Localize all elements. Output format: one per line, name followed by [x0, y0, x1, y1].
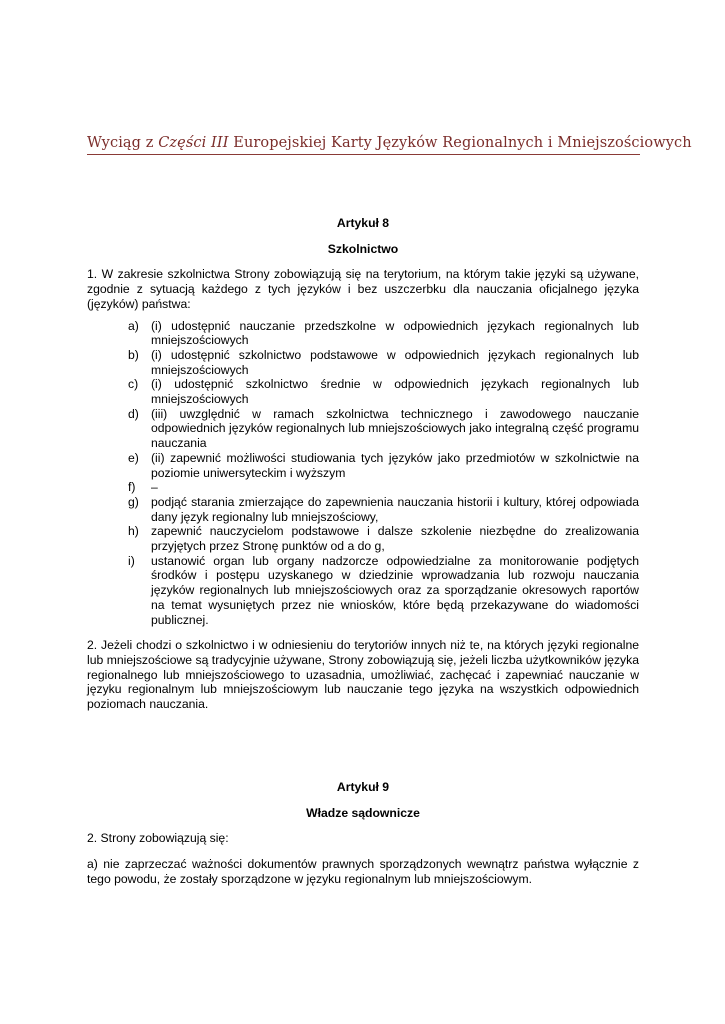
header-suffix: Europejskiej Karty Języków Regionalnych i Mniejszościowych	[228, 135, 692, 151]
article-9-paragraph-2: a) nie zaprzeczać ważności dokumentów prawnych sporządzonych wewnątrz państwa wyłącznie z tego powodu, że zostały sporządzone w języku regionalnym lub mniejszościowym.	[87, 856, 639, 886]
list-item-text: (ii) zapewnić możliwości studiowania tych języków jako przedmiotów w szkolnictwie na poziomie uniwersyteckim i wyższym	[151, 450, 639, 480]
list-item-text: podjąć starania zmierzające do zapewnienia nauczania historii i kultury, której odpowiada dany język regionalny lub mniejszościowy,	[151, 494, 639, 524]
list-item-text: (i) udostępnić szkolnictwo podstawowe w odpowiednich językach regionalnych lub mniejszościowych	[151, 347, 639, 377]
article-8-subtitle: Szkolnictwo	[327, 241, 399, 256]
page-header	[87, 135, 692, 155]
list-item-label: e)	[128, 450, 139, 465]
list-item-text: ustanowić organ lub organy nadzorcze odpowiedzialne za monitorowanie podjętych środków i postępu uzyskanego w dziedzinie wprowadzania lub rozwoju nauczania języków regionalnych lub mniejszościowych oraz za sporządzanie okresowych raportów na temat wysuniętych przez nie wniosków, które będą przekazywane do wiadomości publicznej.	[151, 553, 639, 627]
list-item-text: (iii) uwzględnić w ramach szkolnictwa technicznego i zawodowego nauczanie odpowiednich języków regionalnych lub mniejszościowych jako integralną część programu nauczania	[151, 406, 639, 451]
list-item-text: (i) udostępnić nauczanie przedszkolne w odpowiednich językach regionalnych lub mniejszościowych	[151, 318, 639, 348]
list-item-label: a)	[128, 318, 139, 333]
article-8-paragraph-1: 1. W zakresie szkolnictwa Strony zobowiązują się na terytorium, na którym takie języki są używane, zgodnie z sytuacją każdego z tych języków i bez uszczerbku dla nauczania oficjalnego języka (języków) państwa:	[87, 267, 639, 311]
list-item-text: (i) udostępnić szkolnictwo średnie w odpowiednich językach regionalnych lub mniejszościowych	[151, 377, 639, 407]
article-9-title: Artykuł 9	[336, 779, 390, 794]
article-8-paragraph-2: 2. Jeżeli chodzi o szkolnictwo i w odniesieniu do terytoriów innych niż te, na których języki regionalne lub mniejszościowe są tradycyjnie używane, Strony zobowiązują się, jeżeli liczba użytkowników języka regionalnego lub mniejszościowego to uzasadnia, umożliwiać, zachęcać i zapewniać nauczanie w języku regionalnym lub mniejszościowym lub nauczanie tego języka na wszystkich odpowiednich poziomach nauczania.	[87, 638, 639, 712]
list-item-text: zapewnić nauczycielom podstawowe i dalsze szkolenie niezbędne do zrealizowania przyjętych przez Stronę punktów od a do g,	[151, 524, 639, 554]
article-8-title: Artykuł 8	[336, 216, 390, 230]
article-8-list	[87, 319, 639, 628]
list-item	[128, 553, 639, 628]
list-item	[128, 347, 639, 377]
list-item-text: –	[151, 480, 158, 495]
article-9-paragraph-1: 2. Strony zobowiązują się:	[87, 831, 229, 846]
article-9-subtitle: Władze sądownicze	[306, 805, 420, 820]
list-item-label: c)	[128, 377, 139, 392]
list-item-label: g)	[128, 494, 139, 509]
header-italic: Części III	[158, 135, 229, 151]
header-prefix: Wyciąg z	[87, 135, 159, 151]
list-item	[128, 494, 639, 524]
list-item-label: i)	[128, 553, 135, 568]
list-item-label: h)	[128, 524, 139, 539]
list-item	[128, 318, 639, 348]
list-item	[128, 406, 639, 451]
document-body	[87, 216, 639, 886]
list-item	[128, 450, 639, 480]
list-item-label: b)	[128, 347, 139, 362]
list-item-label: d)	[128, 406, 139, 421]
list-item	[128, 524, 639, 554]
list-item	[128, 377, 639, 407]
list-item-label: f)	[128, 480, 136, 495]
list-item	[128, 480, 639, 495]
